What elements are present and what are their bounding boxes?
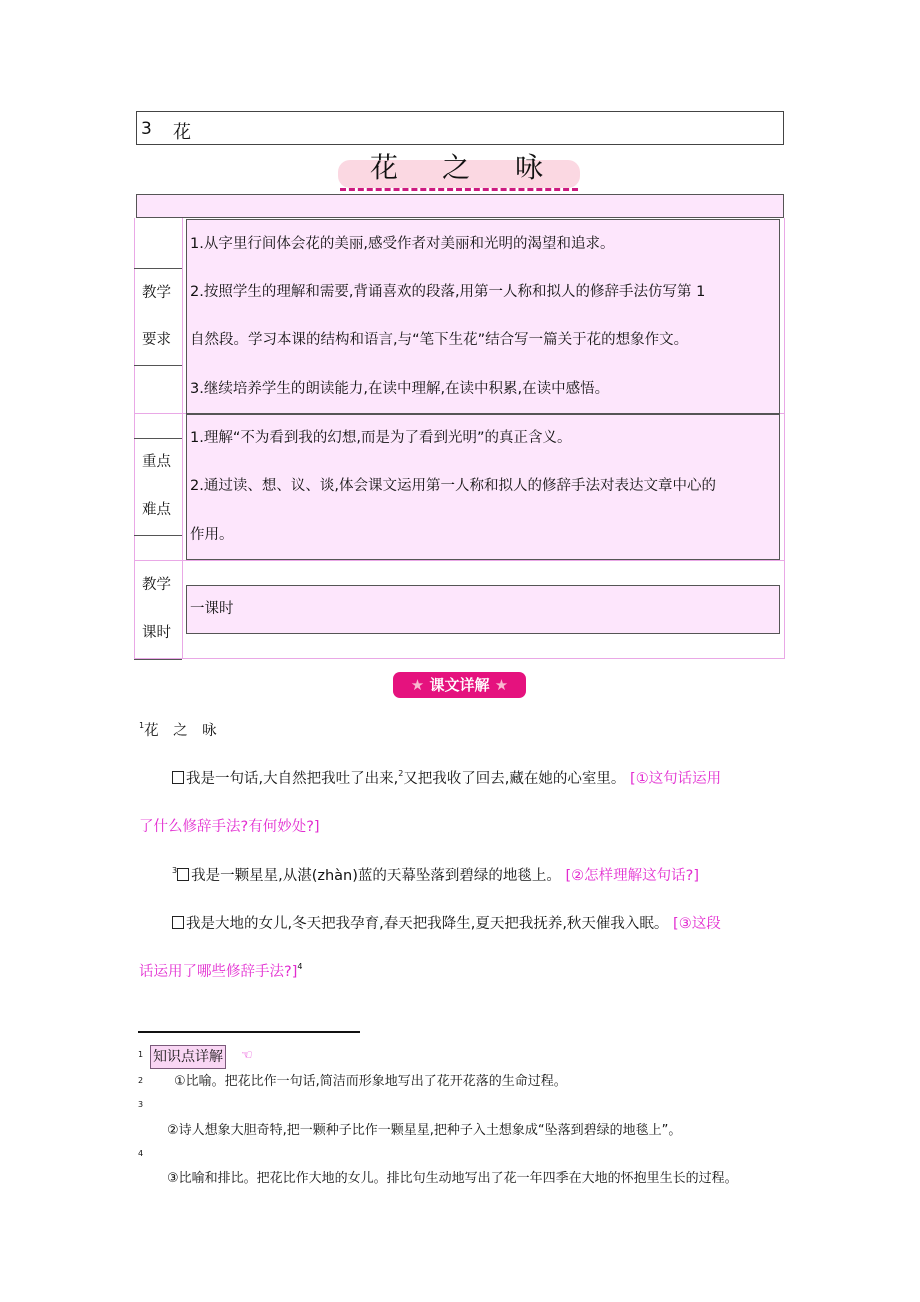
table-border xyxy=(784,218,785,659)
cell-line: 1.理解“不为看到我的幻想,而是为了看到光明”的真正含义。 xyxy=(190,430,572,446)
question-3: [③这段 xyxy=(673,916,721,932)
row-label: 重点 xyxy=(142,454,171,470)
table-cell-class-hours xyxy=(186,585,780,634)
footnote-number: 3 xyxy=(138,1100,144,1109)
cell-line: 作用。 xyxy=(190,527,234,543)
row-label: 教学 xyxy=(142,285,171,301)
row-label: 要求 xyxy=(142,332,171,348)
table-header-bar xyxy=(136,194,784,218)
footnote-separator xyxy=(138,1031,360,1033)
cell-line: 自然段。学习本课的结构和语言,与“笔下生花”结合写一篇关于花的想象作文。 xyxy=(190,332,689,348)
row-label: 教学 xyxy=(142,577,171,593)
footnote-item: ③比喻和排比。把花比作大地的女儿。排比句生动地写出了花一年四季在大地的怀抱里生长的过程。 xyxy=(167,1171,738,1186)
table-border xyxy=(182,218,183,659)
cell-line: 2.通过读、想、议、谈,体会课文运用第一人称和拟人的修辞手法对表达文章中心的 xyxy=(190,478,716,494)
question-2: [②怎样理解这句话?] xyxy=(565,868,700,884)
footnote-item: ①比喻。把花比作一句话,简洁而形象地写出了花开花落的生命过程。 xyxy=(174,1074,567,1089)
cell-line: 一课时 xyxy=(190,601,234,617)
section-badge-label: 课文详解 xyxy=(429,676,490,694)
knowledge-header: 知识点详解 xyxy=(150,1045,226,1069)
footnote-number: 4 xyxy=(138,1149,144,1158)
poem-title: $^1$花 之 咏 xyxy=(139,721,217,739)
footnote-number: 2 xyxy=(138,1076,144,1085)
checkbox-square-icon xyxy=(172,771,184,784)
banner-char: 花 xyxy=(370,151,399,184)
lesson-title: 花 xyxy=(173,122,191,143)
footnote-item: ②诗人想象大胆奇特,把一颗种子比作一颗星星,把种子入土想象成“坠落到碧绿的地毯上”。 xyxy=(167,1123,682,1138)
cell-line: 1.从字里行间体会花的美丽,感受作者对美丽和光明的渴望和追求。 xyxy=(190,236,615,252)
lesson-number: 3 xyxy=(141,119,152,139)
banner-char: 之 xyxy=(442,151,471,184)
question-1-continued: 了什么修辞手法?有何妙处?] xyxy=(139,819,320,835)
footnote-number: 1 xyxy=(138,1050,144,1059)
pointing-hand-icon: ☜ xyxy=(241,1048,253,1063)
lesson-header xyxy=(136,111,784,145)
paragraph-1: 我是一句话,大自然把我吐了出来,$^2$又把我收了回去,藏在她的心室里。 [①这句话运用 xyxy=(172,769,721,789)
star-icon: ★ xyxy=(410,676,425,694)
banner-char: 咏 xyxy=(515,151,544,184)
paragraph-2: $^3$ 我是一颗星星,从湛(zhàn)蓝的天幕坠落到碧绿的地毯上。 [②怎样理解这句话?] xyxy=(172,866,700,884)
row-label: 难点 xyxy=(142,502,171,518)
question-3-continued: 话运用了哪些修辞手法?]$^4$ xyxy=(139,962,303,980)
cell-line: 2.按照学生的理解和需要,背诵喜欢的段落,用第一人称和拟人的修辞手法仿写第 1 xyxy=(190,284,706,300)
paragraph-3: 我是大地的女儿,冬天把我孕育,春天把我降生,夏天把我抚养,秋天催我入眠。 [③这段 xyxy=(172,914,721,934)
question-1: [①这句话运用 xyxy=(630,771,722,787)
row-label: 课时 xyxy=(142,625,171,641)
cell-line: 3.继续培养学生的朗读能力,在读中理解,在读中积累,在读中感悟。 xyxy=(190,381,610,397)
checkbox-square-icon xyxy=(172,916,184,929)
checkbox-square-icon xyxy=(177,868,189,881)
section-badge xyxy=(393,672,526,698)
banner-underline xyxy=(340,188,578,191)
star-icon: ★ xyxy=(494,676,509,694)
